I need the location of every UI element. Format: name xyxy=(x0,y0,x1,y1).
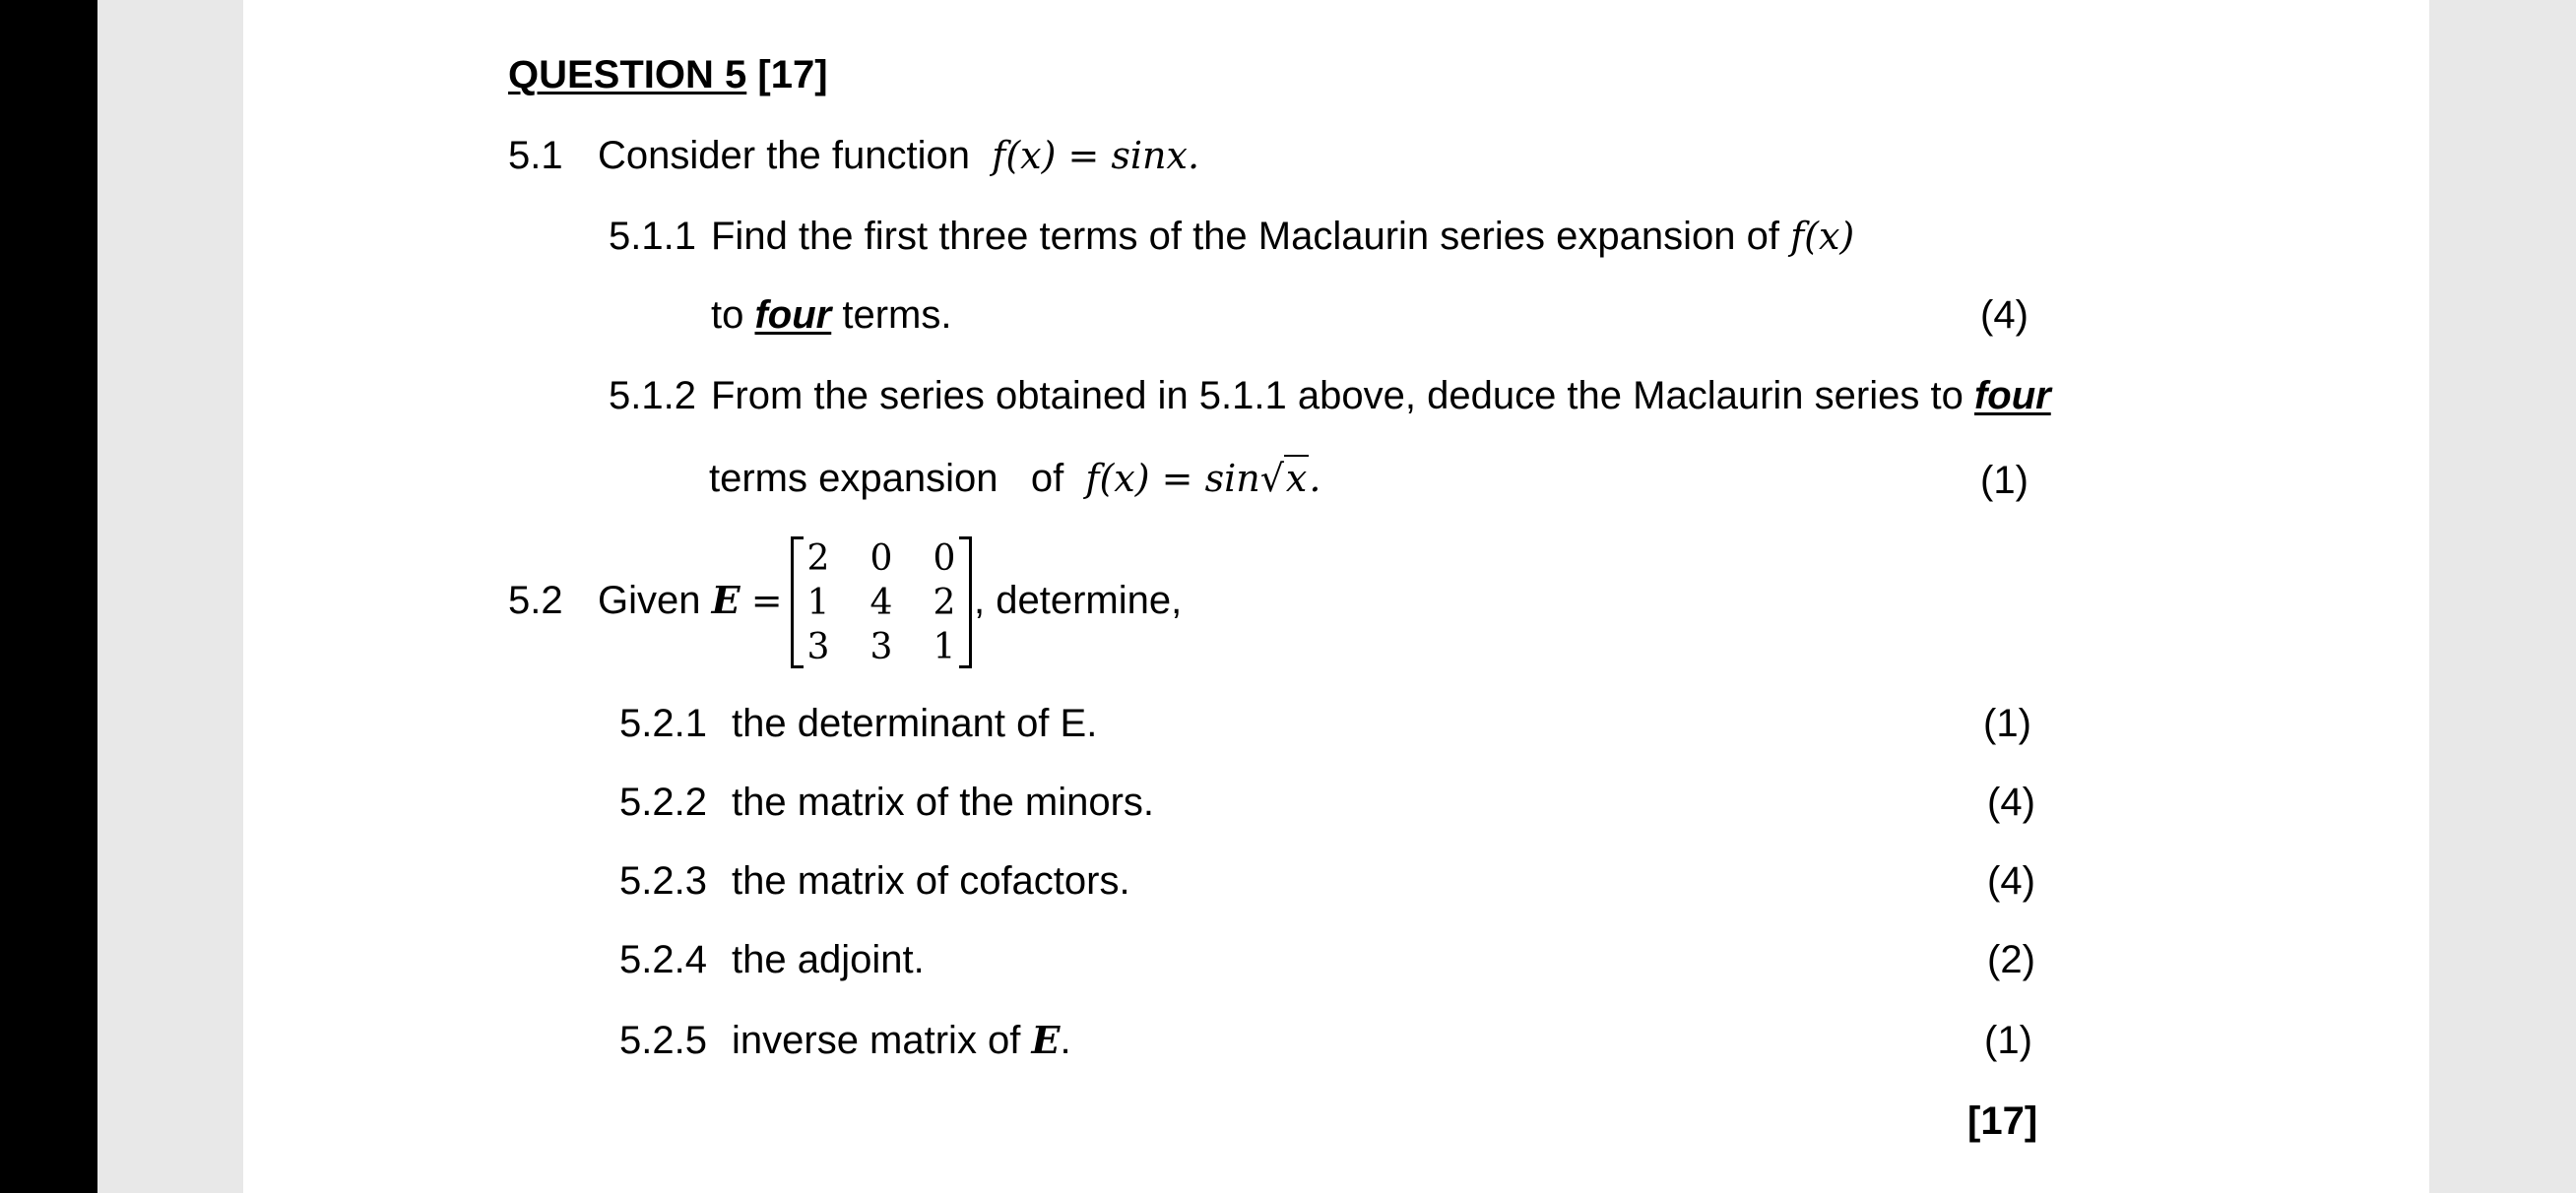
q5-1-1-math: f(x) xyxy=(1790,215,1855,258)
q5-1-2-line2 xyxy=(709,459,1320,498)
document-page xyxy=(243,0,2429,1193)
q5-2-3-marks: (4) xyxy=(1987,859,2035,903)
left-black-bar xyxy=(0,0,97,1193)
q5-1-2-line2-pre: terms expansion of xyxy=(709,457,1064,500)
matrix-cell: 3 xyxy=(869,627,893,667)
q5-1-1-line2-pre: to xyxy=(711,293,744,337)
q5-2-matrix-name: E xyxy=(711,578,741,622)
q5-1-1-line2 xyxy=(711,295,952,335)
question-total-marks: [17] xyxy=(757,53,828,96)
q5-1-number: 5.1 xyxy=(508,134,563,177)
q5-2-determine: , determine, xyxy=(974,579,1183,622)
q5-1-1-number: 5.1.1 xyxy=(609,215,696,258)
q5-1-1-marks: (4) xyxy=(1980,293,2029,337)
sqrt-symbol: √ xyxy=(1259,457,1284,500)
q5-1-2-math xyxy=(1085,455,1320,500)
q5-2-2-text: the matrix of the minors. xyxy=(732,781,1155,824)
q5-2-5-marks: (1) xyxy=(1984,1019,2032,1062)
matrix-cell: 1 xyxy=(933,627,956,667)
q5-2-5-math: E xyxy=(1031,1018,1061,1062)
matrix-cell: 4 xyxy=(869,583,893,623)
q5-2-3-text: the matrix of cofactors. xyxy=(732,859,1130,903)
q5-2-number: 5.2 xyxy=(508,579,563,622)
q5-2-4-marks: (2) xyxy=(1987,938,2035,981)
matrix-cell: 2 xyxy=(933,583,956,623)
q5-1-function: f(x) = sinx. xyxy=(992,134,1200,177)
q5-1-1-line2-post: terms. xyxy=(842,293,952,337)
matrix-cell: 2 xyxy=(806,538,830,579)
matrix-e xyxy=(791,536,972,666)
q5-1-2-line1 xyxy=(711,376,2051,415)
q5-2-2-marks: (4) xyxy=(1987,781,2035,824)
q5-2-given xyxy=(598,578,783,622)
q5-1-2-math-lhs: f(x) = sin xyxy=(1085,457,1260,500)
matrix-cell: 0 xyxy=(869,538,893,579)
q5-1-prompt: Consider the function xyxy=(598,134,971,177)
q5-1-1-text: Find the first three terms of the Maclaurin series expansion of xyxy=(711,215,1779,258)
question-title: QUESTION 5 xyxy=(508,53,747,96)
q5-1-2-marks: (1) xyxy=(1980,459,2029,502)
q5-2-5-end: . xyxy=(1060,1019,1071,1062)
q5-2-5-number: 5.2.5 xyxy=(619,1019,707,1062)
q5-1-2-text: From the series obtained in 5.1.1 above, deduce the Maclaurin series to xyxy=(711,374,1964,417)
q5-2-4-number: 5.2.4 xyxy=(619,938,707,981)
q5-1-1-emphasis: four xyxy=(754,293,832,337)
q5-2-5-text xyxy=(732,1018,1071,1062)
q5-1-text xyxy=(598,136,1199,175)
q5-1-2-number: 5.1.2 xyxy=(609,374,696,417)
q5-2-given-text: Given xyxy=(598,579,701,622)
q5-2-1-number: 5.2.1 xyxy=(619,702,707,745)
q5-2-1-text: the determinant of E. xyxy=(732,702,1098,745)
matrix-cell: 0 xyxy=(933,538,956,579)
q5-2-equals: = xyxy=(750,579,783,622)
q5-1-2-math-end: . xyxy=(1309,457,1321,500)
question-heading xyxy=(508,55,828,94)
q5-2-1-marks: (1) xyxy=(1983,702,2031,745)
q5-1-2-sqrt-arg: x xyxy=(1285,457,1308,500)
q5-2-4-text: the adjoint. xyxy=(732,938,925,981)
q5-2-3-number: 5.2.3 xyxy=(619,859,707,903)
matrix-cell: 1 xyxy=(806,583,830,623)
q5-1-2-emphasis: four xyxy=(1973,374,2051,417)
q5-2-5-prompt: inverse matrix of xyxy=(732,1019,1021,1062)
question-total: [17] xyxy=(1967,1099,2038,1143)
q5-2-2-number: 5.2.2 xyxy=(619,781,707,824)
q5-1-1-line1 xyxy=(711,217,1854,256)
matrix-cell: 3 xyxy=(806,627,830,667)
